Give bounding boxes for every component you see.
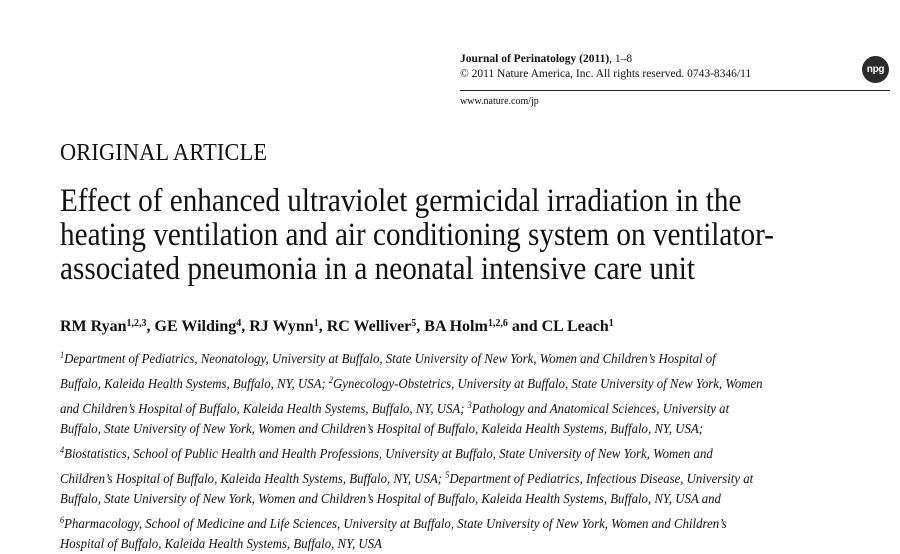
journal-name: Journal of Perinatology (2011)	[460, 53, 610, 65]
title-line: associated pneumonia in a neonatal intensive care unit	[60, 251, 695, 287]
journal-url[interactable]: www.nature.com/jp	[460, 96, 539, 107]
affiliations-block	[60, 345, 865, 554]
author-affiliation-marker: 1	[313, 318, 319, 329]
author-affiliation-marker: 5	[411, 318, 417, 329]
title-line: heating ventilation and air conditioning system on ventilator-	[60, 217, 774, 253]
author-name: GE Wilding	[154, 318, 237, 335]
author-affiliation-marker: 4	[236, 318, 242, 329]
affiliation-text: Buffalo, Kaleida Health Systems, Buffalo, NY, USA;	[60, 377, 329, 392]
affiliation-line	[60, 370, 865, 395]
header-rule	[460, 90, 890, 91]
author-separator: ,	[416, 318, 425, 335]
author-separator: ,	[146, 318, 155, 335]
affiliation-line	[60, 345, 865, 370]
affiliation-text: Department of Pediatrics, Neonatology, University at Buffalo, State University of New York, Women and Children’s Hospital of	[64, 352, 716, 367]
author-name: RC Welliver	[326, 318, 412, 335]
journal-pages: , 1–8	[609, 53, 633, 65]
affiliation-line	[60, 465, 865, 490]
affiliation-line	[60, 440, 865, 465]
copyright-line: © 2011 Nature America, Inc. All rights reserved. 0743-8346/11	[460, 68, 752, 80]
affiliation-text: Biostatistics, School of Public Health and Health Professions, University at Buffalo, State University of New York, Women and	[64, 447, 713, 462]
affiliation-line	[60, 420, 865, 440]
journal-masthead	[460, 52, 840, 82]
affiliation-text: Hospital of Buffalo, Kaleida Health Systems, Buffalo, NY, USA	[60, 537, 382, 552]
author-separator: ,	[241, 318, 250, 335]
author-separator: ,	[318, 318, 327, 335]
author-affiliation-marker: 1,2,3	[126, 318, 147, 329]
affiliation-text: Pathology and Anatomical Sciences, University at	[471, 402, 730, 417]
affiliation-text: Pharmacology, School of Medicine and Life Sciences, University at Buffalo, State University of New York, Women and Children’s	[64, 517, 727, 532]
affiliation-text: Buffalo, State University of New York, Women and Children’s Hospital of Buffalo, Kaleida Health Systems, Buffalo, NY, USA and	[60, 492, 721, 507]
journal-citation	[460, 52, 840, 67]
author-affiliation-marker: 1,2,6	[487, 318, 508, 329]
author-name: RJ Wynn	[249, 318, 314, 335]
author-separator: and	[507, 318, 542, 335]
affiliation-line	[60, 490, 865, 510]
author-name: RM Ryan	[60, 318, 127, 335]
affiliation-text: Children’s Hospital of Buffalo, Kaleida Health Systems, Buffalo, NY, USA;	[60, 472, 446, 487]
affiliation-line	[60, 510, 865, 535]
affiliation-line	[60, 395, 865, 420]
author-list	[60, 314, 614, 337]
affiliation-text: Gynecology-Obstetrics, University at Buffalo, State University of New York, Women	[333, 377, 763, 392]
affiliation-number: 6	[60, 515, 65, 525]
article-type-heading: ORIGINAL ARTICLE	[60, 140, 268, 166]
npg-logo: npg	[862, 56, 889, 83]
author-affiliation-marker: 1	[608, 318, 614, 329]
affiliation-number: 4	[60, 445, 65, 455]
affiliation-number: 2	[328, 375, 334, 385]
affiliation-text: Buffalo, State University of New York, Women and Children’s Hospital of Buffalo, Kaleida Health Systems, Buffalo, NY, USA;	[60, 422, 704, 437]
affiliation-number: 5	[445, 470, 450, 480]
affiliation-text: and Children’s Hospital of Buffalo, Kaleida Health Systems, Buffalo, NY, USA;	[60, 402, 468, 417]
title-line: Effect of enhanced ultraviolet germicidal irradiation in the	[60, 183, 742, 219]
affiliation-number: 1	[60, 350, 65, 360]
affiliation-number: 3	[467, 400, 472, 410]
affiliation-line	[60, 535, 865, 554]
article-title	[60, 184, 857, 286]
author-name: CL Leach	[541, 318, 609, 335]
author-name: BA Holm	[424, 318, 488, 335]
affiliation-text: Department of Pediatrics, Infectious Disease, University at	[449, 472, 754, 487]
